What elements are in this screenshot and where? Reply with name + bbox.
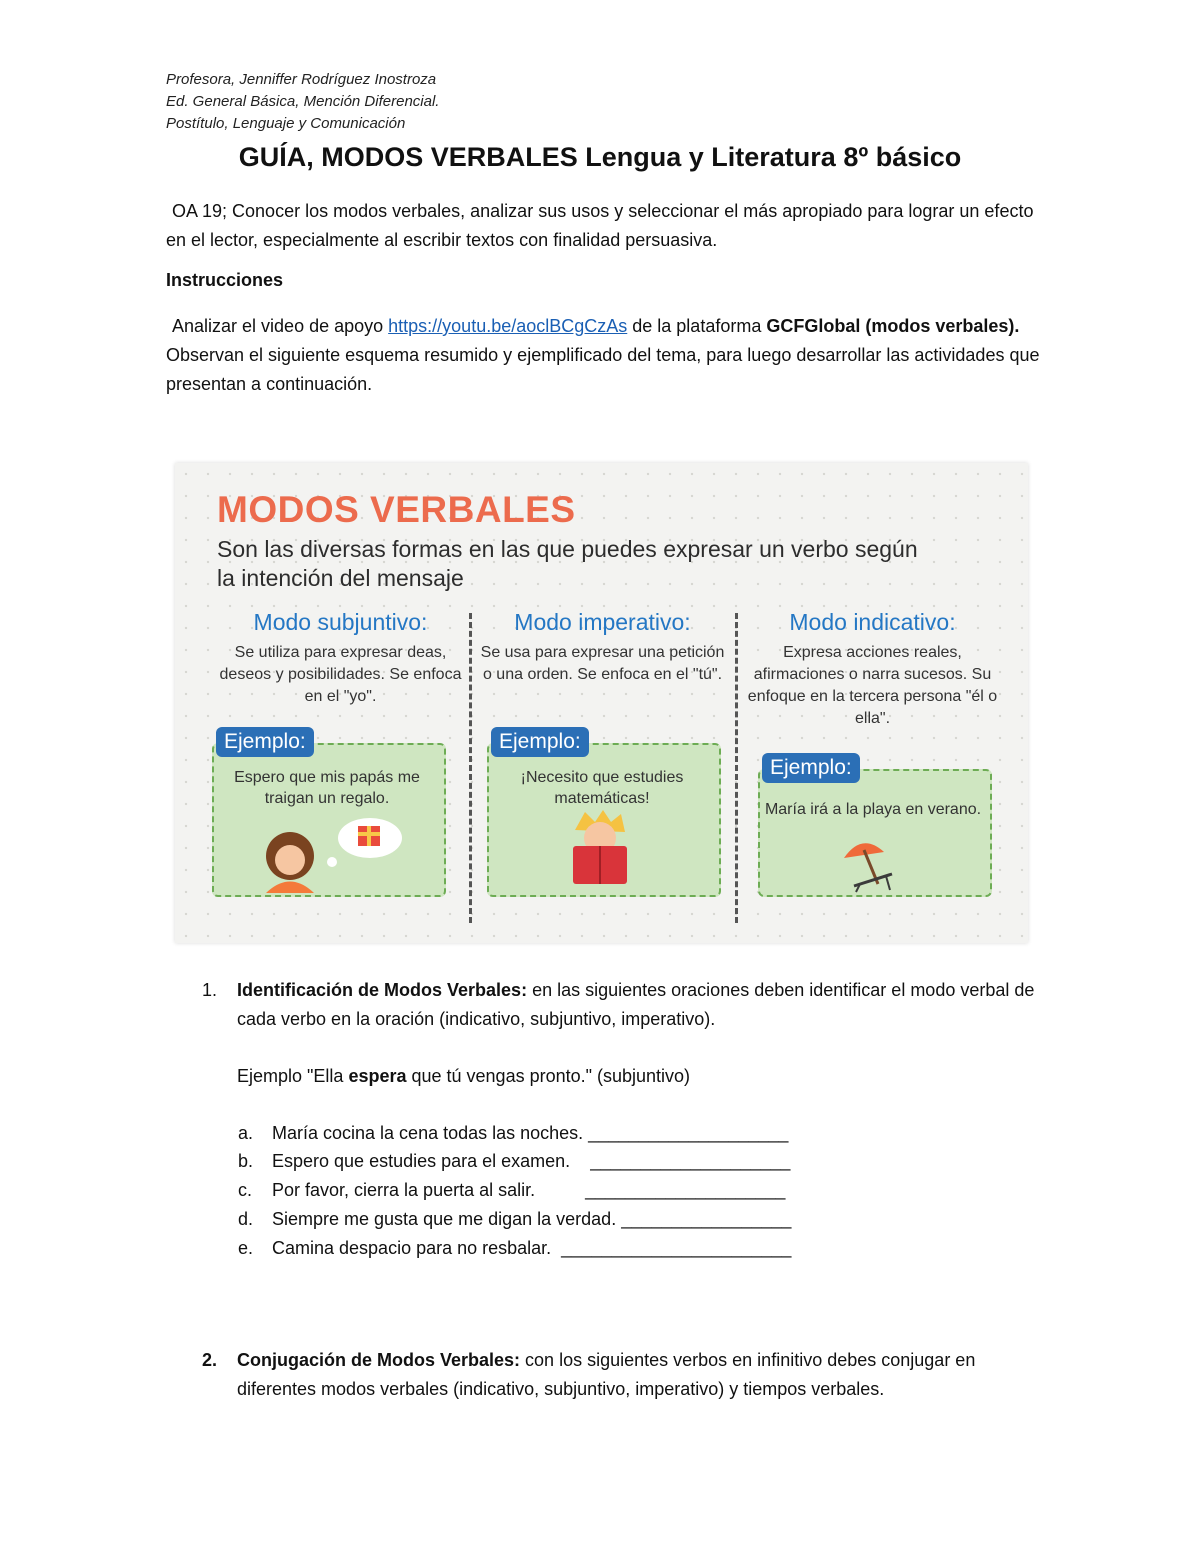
- indicative-heading: Modo indicativo:: [789, 609, 956, 635]
- verb-modes-infographic: [175, 463, 1028, 943]
- example-suffix: que tú vengas pronto." (subjuntivo): [406, 1066, 691, 1086]
- imperative-heading: Modo imperativo:: [514, 609, 691, 635]
- item-c-letter: c.: [238, 1180, 253, 1200]
- column-divider-1: [469, 613, 472, 923]
- platform-name: GCFGlobal (modos verbales).: [766, 316, 1020, 336]
- indicative-description: Expresa acciones reales, afirmaciones o narra sucesos. Su enfoque en la tercera persona "él o ella".: [747, 644, 998, 727]
- teacher-degree: Ed. General Básica, Mención Diferencial.: [166, 93, 440, 110]
- imperative-description: Se usa para expresar una petición o una orden. Se enfoca en el "tú".: [480, 644, 725, 683]
- column-divider-2: [735, 613, 738, 923]
- subjunctive-heading: Modo subjuntivo:: [253, 609, 428, 635]
- activity-2-text: con los siguientes verbos en infinitivo debes conjugar en diferentes modos verbales (indicativo, subjuntivo, imperativo) y tiempos verbales.: [237, 1350, 976, 1399]
- imperative-example-text: ¡Necesito que estudies matemáticas!: [520, 769, 684, 807]
- item-d-letter: d.: [238, 1209, 254, 1229]
- item-e-text: Camina despacio para no resbalar. _______________________: [272, 1238, 792, 1258]
- subjunctive-description: Se utiliza para expresar deas, deseos y posibilidades. Se enfoca en el "yo".: [219, 644, 462, 705]
- instructions-text-2: de la plataforma: [627, 316, 767, 336]
- item-a-text: María cocina la cena todas las noches. ____________________: [272, 1123, 789, 1143]
- item-b-text: Espero que estudies para el examen. ____________________: [272, 1151, 791, 1171]
- infographic-subtitle: Son las diversas formas en las que puedes expresar un verbo según la intención del mensaje: [217, 536, 918, 591]
- infographic-title: MODOS VERBALES: [217, 489, 576, 530]
- example-verb: espera: [348, 1066, 407, 1086]
- indicative-example-text: María irá a la playa en verano.: [764, 801, 982, 818]
- boy-reading-icon: [565, 808, 635, 888]
- item-b-letter: b.: [238, 1151, 254, 1171]
- activity-1-number: 1.: [202, 980, 218, 1000]
- subjunctive-example-tag: Ejemplo:: [216, 727, 314, 757]
- activity-1-title: Identificación de Modos Verbales:: [237, 980, 528, 1000]
- indicative-example-tag: Ejemplo:: [762, 753, 860, 783]
- instructions-text-3: Observan el siguiente esquema resumido y ejemplificado del tema, para luego desarrollar las actividades que presentan a continuación.: [166, 345, 1040, 394]
- instructions-text-1: Analizar el video de apoyo: [172, 316, 389, 336]
- activity-1-instructions: [237, 976, 1037, 1034]
- subjunctive-example-text: Espero que mis papás me traigan un regalo.: [234, 769, 420, 807]
- imperative-column: [475, 609, 730, 686]
- beach-umbrella-icon: [840, 838, 900, 893]
- page-title: GUÍA, MODOS VERBALES Lengua y Literatura 8º básico: [238, 142, 962, 172]
- activity-2-instructions: [237, 1346, 1037, 1404]
- activity-2-number: 2.: [202, 1350, 218, 1370]
- item-c-text: Por favor, cierra la puerta al salir. ____________________: [272, 1180, 786, 1200]
- girl-thinking-icon: [260, 818, 410, 893]
- item-e-letter: e.: [238, 1238, 254, 1258]
- subjunctive-column: [213, 609, 468, 708]
- imperative-example-tag: Ejemplo:: [491, 727, 589, 757]
- activity-2-title: Conjugación de Modos Verbales:: [237, 1350, 521, 1370]
- activity-1-example: [237, 1062, 1037, 1091]
- video-link[interactable]: https://youtu.be/aoclBCgCzAs: [388, 316, 628, 336]
- activity-1-text: en las siguientes oraciones deben identificar el modo verbal de cada verbo en la oración (indicativo, subjuntivo, imperativo).: [237, 980, 1035, 1029]
- teacher-name: Profesora, Jenniffer Rodríguez Inostroza: [166, 71, 437, 88]
- instructions-heading: Instrucciones: [166, 270, 284, 290]
- instructions-paragraph: [166, 312, 1046, 399]
- teacher-postgrad: Postítulo, Lenguaje y Comunicación: [166, 115, 406, 132]
- item-a-letter: a.: [238, 1123, 254, 1143]
- objective-text: OA 19; Conocer los modos verbales, analizar sus usos y seleccionar el más apropiado para lograr un efecto en el lector, especialmente al escribir textos con finalidad persuasiva.: [166, 201, 1034, 250]
- item-d-text: Siempre me gusta que me digan la verdad. _________________: [272, 1209, 792, 1229]
- example-prefix: Ejemplo "Ella: [237, 1066, 349, 1086]
- indicative-column: [745, 609, 1000, 730]
